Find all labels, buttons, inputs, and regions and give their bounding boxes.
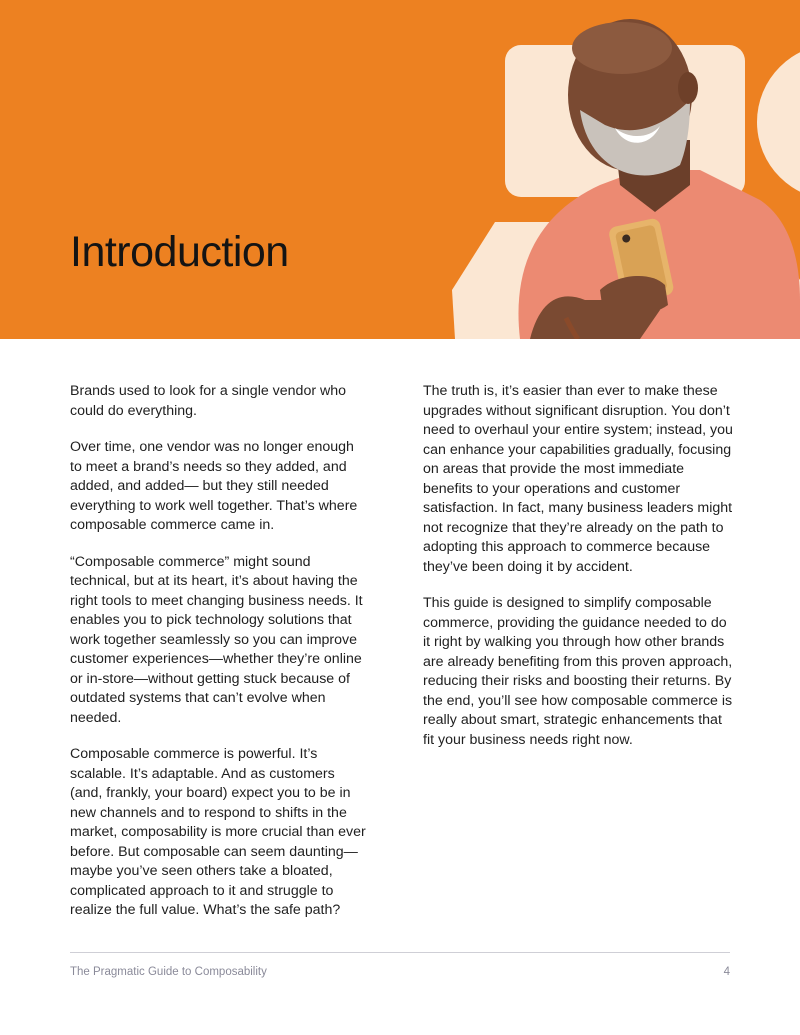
right-column [423, 382, 733, 767]
hero-photo [0, 0, 800, 339]
cream-circle-shape [757, 44, 800, 200]
page-title: Introduction [70, 228, 289, 276]
footer-document-title: The Pragmatic Guide to Composability [70, 966, 267, 978]
paragraph: Over time, one vendor was no longer enough to meet a brand’s needs so they added, and added, and added— but they still needed everything to work well together. That’s where composable commerce came in. [70, 439, 358, 533]
footer-divider [70, 952, 730, 953]
paragraph: Brands used to look for a single vendor who could do everything. [70, 383, 347, 419]
paragraph: “Composable commerce” might sound technical, but at its heart, it’s about having the right tools to meet changing business needs. It enables you to pick technology solutions that work together seamlessly so you can improve customer experiences—whether they’re online or in-store—without getting stuck because of outdated systems that can’t evolve when needed. [70, 553, 363, 726]
paragraph: This guide is designed to simplify composable commerce, providing the guidance needed to do it right by walking you through how other brands are already benefiting from this proven approach, reducing their risks and boosting their returns. By the end, you’ll see how composable commerce is really about smart, strategic enhancements that fit your business needs right now. [423, 595, 733, 748]
paragraph: The truth is, it’s easier than ever to make these upgrades without significant disruption. You don’t need to overhaul your entire system; instead, you can enhance your capabilities gradually, focusing on areas that provide the most immediate benefits to your operations and customer satisfaction. In fact, many business leaders might not recognize that they’re already on the path to adopting this approach to commerce because they’ve been doing it by accident. [423, 383, 733, 575]
hero-banner [0, 0, 800, 339]
paragraph: Composable commerce is powerful. It’s scalable. It’s adaptable. And as customers (and, frankly, your board) expect you to be in new channels and to respond to shifts in the market, composability is more crucial than ever before. But composable can seem daunting— maybe you’ve seen others take a bloated, complicated approach to it and struggle to realize the full value. What’s the safe path? [70, 746, 366, 918]
page-number: 4 [723, 966, 730, 978]
left-column [70, 382, 368, 938]
